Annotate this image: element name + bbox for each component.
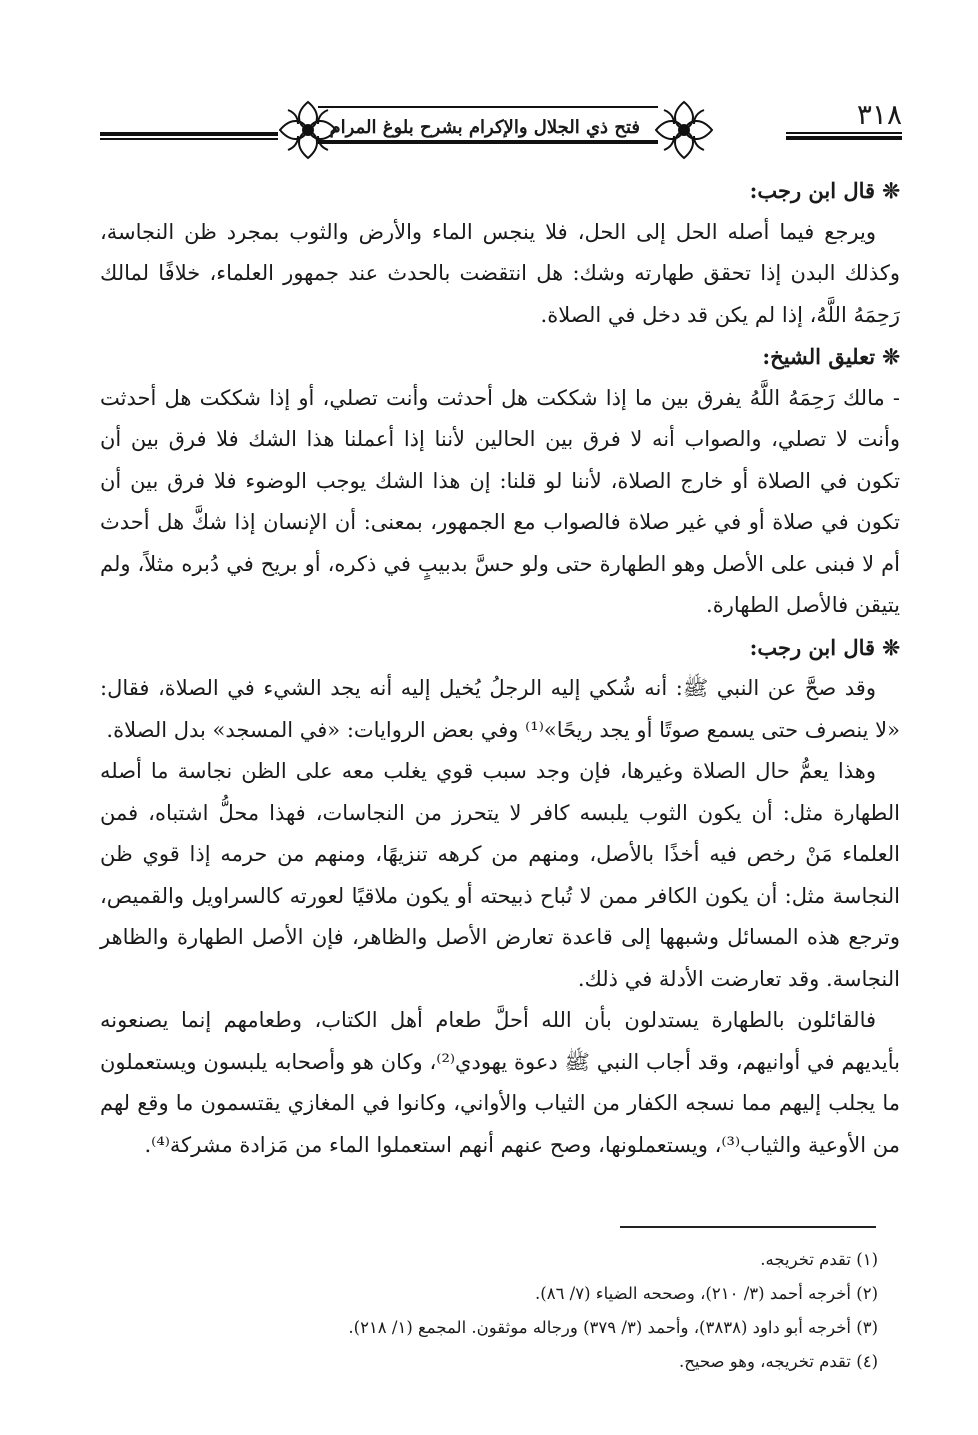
footnote: (٣) أخرجه أبو داود (٣٨٣٨)، وأحمد (٣/ ٣٧٩) ورجاله موثقون. المجمع (١/ ٢١٨). <box>348 1318 878 1337</box>
paragraph: وقد صحَّ عن النبي ﷺ: أنه شُكي إليه الرجلُ يُخيل إليه أنه يجد الشيء في الصلاة، فقال: «لا ينصرف حتى يسمع صوتًا أو يجد ريحًا»⁽¹⁾ وفي بعض الروايات: «في المسجد» بدل الصلاة. <box>100 676 900 742</box>
footnotes <box>100 1243 878 1379</box>
header-rule-left-thin <box>100 138 278 140</box>
section-heading-sheikh-comment: ❊ تعليق الشيخ: <box>762 344 900 369</box>
footnote: (١) تقدم تخريجه. <box>760 1250 878 1269</box>
footnote: (٢) أخرجه أحمد (٣/ ٢١٠)، وصححه الضياء (٧/ ٨٦). <box>535 1284 878 1303</box>
header-rule-right <box>786 136 902 140</box>
header-rule-right-thin <box>786 132 902 134</box>
running-title: فتح ذي الجلال والإكرام بشرح بلوغ المرام <box>329 117 640 138</box>
footnote: (٤) تقدم تخريجه، وهو صحيح. <box>678 1352 878 1371</box>
page-number: ٣١٨ <box>856 98 902 131</box>
section-heading-ibn-rajab-2: ❊ قال ابن رجب: <box>749 634 900 660</box>
main-text <box>100 170 900 1166</box>
section-heading-ibn-rajab-1: ❊ قال ابن رجب: <box>749 178 900 203</box>
right-ornament-icon <box>652 98 716 162</box>
header-rule-middle-bottom <box>318 140 658 144</box>
paragraph: - مالك رَحِمَهُ اللَّهُ يفرق بين ما إذا شككت هل أحدثت وأنت تصلي، أو إذا شككت هل أحدثت وأنت لا تصلي، والصواب أنه لا فرق بين الحالين لأننا إذا أعملنا هذا الشك فلا فرق بين أن تكون في الصلاة أو خارج الصلاة، لأننا لو قلنا: إن هذا الشك يوجب الوضوء فلا فرق بين أن تكون في صلاة أو في غير صلاة فالصواب مع الجمهور، بمعنى: أن الإنسان إذا شكَّ هل أحدث أم لا فبنى على الأصل وهو الطهارة حتى ولو حسَّ بدبيبٍ في ذكره، أو بريح في دُبره مثلاً، ولم يتيقن فالأصل الطهارة. <box>100 385 900 617</box>
header-rule-left <box>100 132 278 136</box>
paragraph: ويرجع فيما أصله الحل إلى الحل، فلا ينجس الماء والأرض والثوب بمجرد ظن النجاسة، وكذلك البدن إذا تحقق طهارته وشك: هل انتقضت بالحدث عند جمهور العلماء، خلافًا لمالك رَحِمَهُ اللَّهُ، إذا لم يكن قد دخل في الصلاة. <box>100 219 900 327</box>
footnote-separator <box>620 1226 876 1228</box>
paragraph: وهذا يعمُّ حال الصلاة وغيرها، فإن وجد سبب قوي يغلب معه على الظن نجاسة ما أصله الطهارة مثل: أن يكون الثوب يلبسه كافر لا يتحرز من النجاسات، فهذا محلُّ اشتباه، فمن العلماء مَنْ رخص فيه أخذًا بالأصل، ومنهم من كرهه تنزيهًا، ومنهم من حرمه إذا قوي ظن النجاسة مثل: أن يكون الكافر ممن لا تُباح ذبيحته أو يكون ملاقيًا لعورته كالسراويل والقميص، وترجع هذه المسائل وشبهها إلى قاعدة تعارض الأصل والظاهر، فإن الأصل الطهارة والظاهر النجاسة. وقد تعارضت الأدلة في ذلك. <box>100 759 900 991</box>
page-header <box>100 96 902 162</box>
header-rule-middle-top <box>318 106 658 108</box>
paragraph: فالقائلون بالطهارة يستدلون بأن الله أحلَّ طعام أهل الكتاب، وطعامهم إنما يصنعونه بأيديهم في أوانيهم، وقد أجاب النبي ﷺ دعوة يهودي⁽²⁾، وكان هو وأصحابه يلبسون ويستعملون ما يجلب إليهم مما نسجه الكفار من الثياب والأواني، وكانوا في المغازي يقتسمون ما وقع لهم من الأوعية والثياب⁽³⁾، ويستعملونها، وصح عنهم أنهم استعملوا الماء من مَزادة مشركة⁽⁴⁾. <box>100 1008 900 1157</box>
